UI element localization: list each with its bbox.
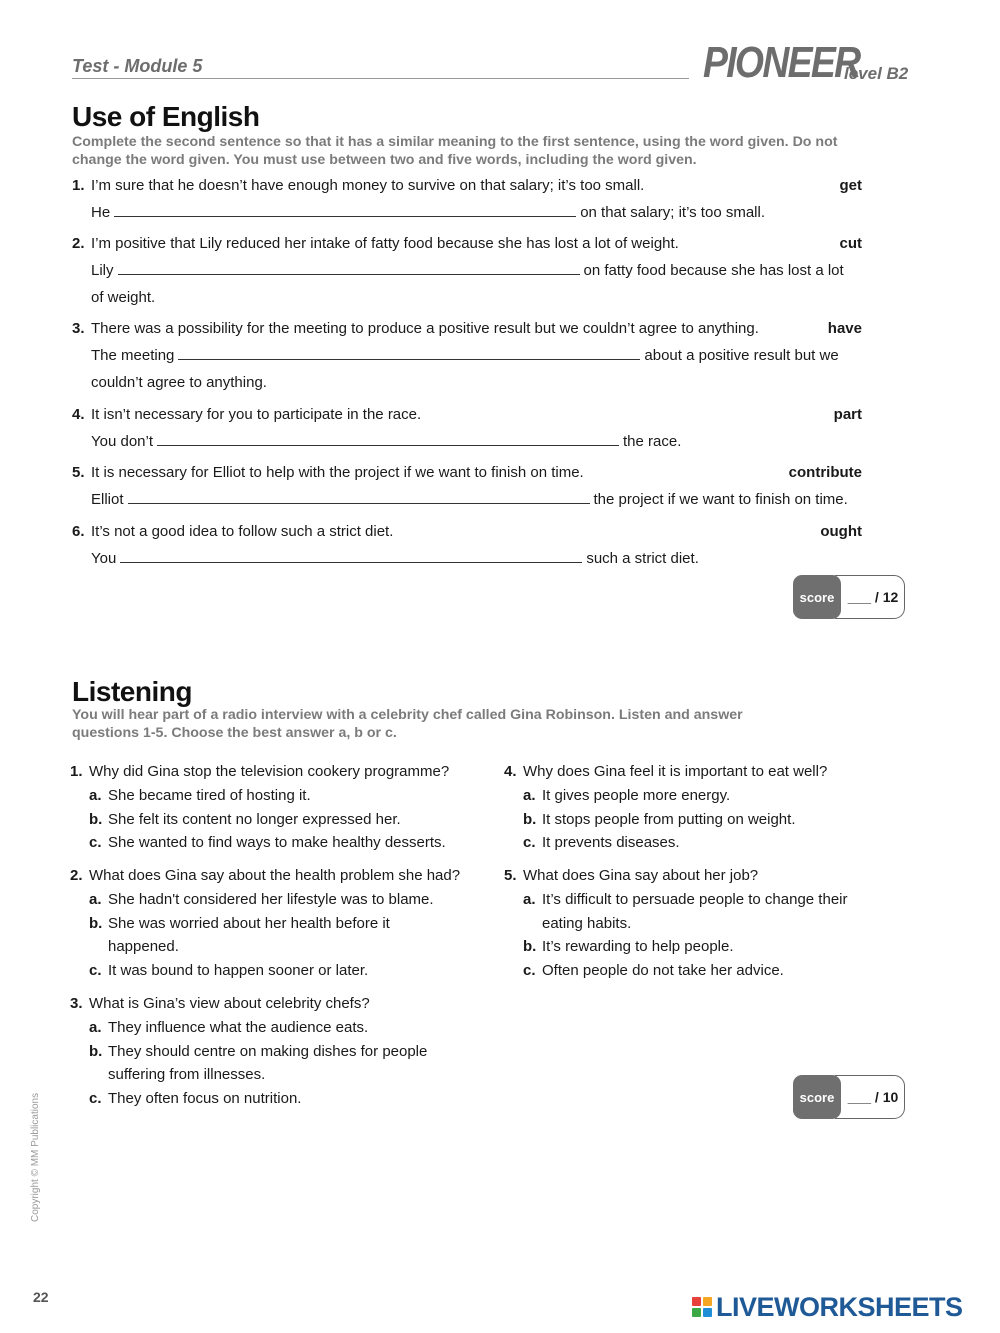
answer-start: You [91, 550, 117, 567]
answer-blank[interactable] [128, 490, 590, 504]
answer-end: on that salary; it’s too small. [580, 204, 765, 221]
option-c[interactable] [523, 833, 680, 853]
option-text: She wanted to find ways to make healthy desserts. [108, 834, 446, 851]
option-letter: c. [89, 1089, 102, 1107]
question-number: 2. [70, 867, 83, 884]
logo-cube-icon [692, 1308, 701, 1317]
question-sentence: I’m sure that he doesn’t have enough money to survive on that salary; it’s too small. [91, 177, 645, 194]
option-letter: b. [523, 810, 537, 828]
option-text: Often people do not take her advice. [542, 961, 784, 979]
option-text: It gives people more energy. [542, 787, 731, 804]
answer-start: He [91, 204, 111, 221]
listening-question-4 [504, 762, 827, 782]
header-rule [72, 78, 689, 79]
logo-cube-icon [703, 1308, 712, 1317]
question-sentence: I’m positive that Lily reduced her intake of fatty food because she has lost a lot of weight. [91, 235, 679, 252]
option-letter: a. [523, 891, 536, 908]
option-b[interactable] [89, 1042, 427, 1062]
option-text-continued: eating habits. [542, 914, 632, 932]
listening-question-3 [70, 994, 370, 1014]
option-text: It prevents diseases. [542, 834, 680, 851]
module-title: Test - Module 5 [72, 56, 203, 76]
question-number: 6. [72, 523, 85, 540]
answer-end: on fatty food because she has lost a lot [583, 262, 844, 279]
option-letter: a. [523, 787, 536, 804]
score-value[interactable]: ___ / 12 [835, 575, 905, 619]
question-text: What does Gina say about the health problem she had? [89, 867, 461, 884]
option-letter: b. [523, 938, 537, 955]
question-number: 5. [504, 867, 517, 884]
question-text: What is Gina’s view about celebrity chefs? [89, 995, 370, 1012]
option-letter: b. [89, 1042, 103, 1060]
answer-line-3 [91, 346, 839, 366]
answer-start: Elliot [91, 491, 124, 508]
answer-blank[interactable] [178, 346, 640, 360]
option-letter: c. [523, 834, 536, 851]
option-a[interactable] [89, 890, 434, 910]
key-word: contribute [788, 464, 862, 481]
question-number: 3. [72, 320, 85, 337]
use-of-english-instructions: Complete the second sentence so that it has a similar meaning to the first sentence, using the word given. Do not change the word given. You must use between two and five words, including the word given. [72, 134, 838, 168]
option-text: It stops people from putting on weight. [542, 810, 796, 828]
listening-question-1 [70, 762, 449, 782]
answer-end: the project if we want to finish on time. [593, 491, 848, 508]
copyright: Copyright © MM Publications [30, 1092, 41, 1222]
page-number: 22 [33, 1289, 49, 1305]
answer-continuation: of weight. [91, 289, 156, 306]
option-letter: b. [89, 914, 103, 932]
logo-cube-icon [692, 1297, 701, 1306]
question-number: 4. [504, 763, 517, 780]
answer-blank[interactable] [118, 261, 580, 275]
answer-start: You don’t [91, 433, 154, 450]
question-number: 4. [72, 406, 85, 423]
option-text: It’s difficult to persuade people to change their [542, 891, 848, 908]
option-text: It was bound to happen sooner or later. [108, 961, 369, 979]
logo-text: LIVEWORKSHEETS [716, 1291, 963, 1322]
question-text: Why does Gina feel it is important to eat well? [523, 763, 828, 780]
listening-title: Listening [72, 676, 192, 707]
answer-blank[interactable] [157, 432, 619, 446]
brand-level: level B2 [844, 64, 909, 83]
option-text: She felt its content no longer expressed her. [108, 810, 401, 828]
option-a[interactable] [523, 786, 730, 806]
question-sentence: It isn’t necessary for you to participate in the race. [91, 406, 422, 423]
question-text: Why did Gina stop the television cookery programme? [89, 763, 450, 780]
option-text: She was worried about her health before it [108, 914, 390, 932]
answer-end: such a strict diet. [586, 550, 699, 567]
listening-question-2 [70, 866, 460, 886]
brand-logo [703, 38, 909, 88]
option-text-continued: suffering from illnesses. [108, 1066, 266, 1083]
option-letter: a. [89, 891, 102, 908]
answer-blank[interactable] [114, 203, 576, 217]
option-a[interactable] [89, 1018, 368, 1038]
question-sentence: It’s not a good idea to follow such a strict diet. [91, 523, 394, 540]
question-number: 3. [70, 995, 83, 1012]
option-letter: c. [89, 834, 102, 851]
option-letter: a. [89, 787, 102, 804]
option-c[interactable] [89, 1089, 301, 1109]
option-c[interactable] [523, 961, 784, 981]
option-b[interactable] [89, 810, 401, 830]
listening-instructions: You will hear part of a radio interview with a celebrity chef called Gina Robinson. Listen and answer questions 1-5. Choose the best answer a, b or c. [72, 707, 743, 741]
option-text: They influence what the audience eats. [108, 1019, 369, 1036]
answer-line-6 [91, 549, 699, 569]
option-b[interactable] [523, 810, 795, 830]
score-label: score [793, 1075, 841, 1119]
key-word: ought [820, 523, 862, 540]
answer-line-1 [91, 203, 765, 223]
key-word: have [827, 320, 862, 337]
option-text: She became tired of hosting it. [108, 787, 311, 804]
option-a[interactable] [523, 890, 848, 910]
answer-start: The meeting [91, 347, 175, 364]
option-text: She hadn't considered her lifestyle was to blame. [108, 891, 434, 908]
option-b[interactable] [89, 914, 390, 934]
brand-name: PIONEER [703, 38, 860, 87]
listening-score [793, 1075, 905, 1119]
key-word: part [833, 406, 862, 423]
option-letter: a. [89, 1019, 102, 1036]
question-number: 1. [72, 177, 85, 194]
answer-end: the race. [623, 433, 682, 450]
question-number: 5. [72, 464, 85, 481]
question-text: What does Gina say about her job? [523, 867, 759, 884]
option-text: It’s rewarding to help people. [542, 938, 734, 955]
logo-cube-icon [703, 1297, 712, 1306]
option-a[interactable] [89, 786, 311, 806]
answer-line-2 [91, 261, 844, 281]
key-word: cut [839, 235, 862, 252]
score-value[interactable]: ___ / 10 [835, 1075, 905, 1119]
listening-question-5 [504, 866, 758, 886]
use-of-english-title: Use of English [72, 101, 260, 132]
liveworksheets-logo[interactable] [692, 1292, 963, 1322]
question-number: 1. [70, 763, 83, 780]
option-letter: b. [89, 810, 103, 828]
question-sentence: It is necessary for Elliot to help with the project if we want to finish on time. [91, 464, 584, 481]
answer-end: about a positive result but we [644, 347, 839, 364]
logo-cubes-icon [692, 1297, 712, 1317]
score-label: score [793, 575, 841, 619]
option-b[interactable] [523, 937, 734, 957]
option-letter: c. [523, 961, 536, 979]
key-word: get [839, 177, 862, 194]
question-sentence: There was a possibility for the meeting to produce a positive result but we couldn’t agree to anything. [91, 320, 759, 337]
answer-line-4 [91, 432, 681, 452]
option-text-continued: happened. [108, 938, 179, 955]
option-c[interactable] [89, 961, 368, 981]
answer-continuation: couldn’t agree to anything. [91, 374, 267, 391]
answer-blank[interactable] [120, 549, 582, 563]
question-number: 2. [72, 235, 85, 252]
option-text: They should centre on making dishes for people [108, 1042, 428, 1060]
option-c[interactable] [89, 833, 446, 853]
answer-start: Lily [91, 262, 114, 279]
option-letter: c. [89, 961, 102, 979]
option-text: They often focus on nutrition. [108, 1089, 302, 1107]
use-of-english-score [793, 575, 905, 619]
answer-line-5 [91, 490, 848, 510]
